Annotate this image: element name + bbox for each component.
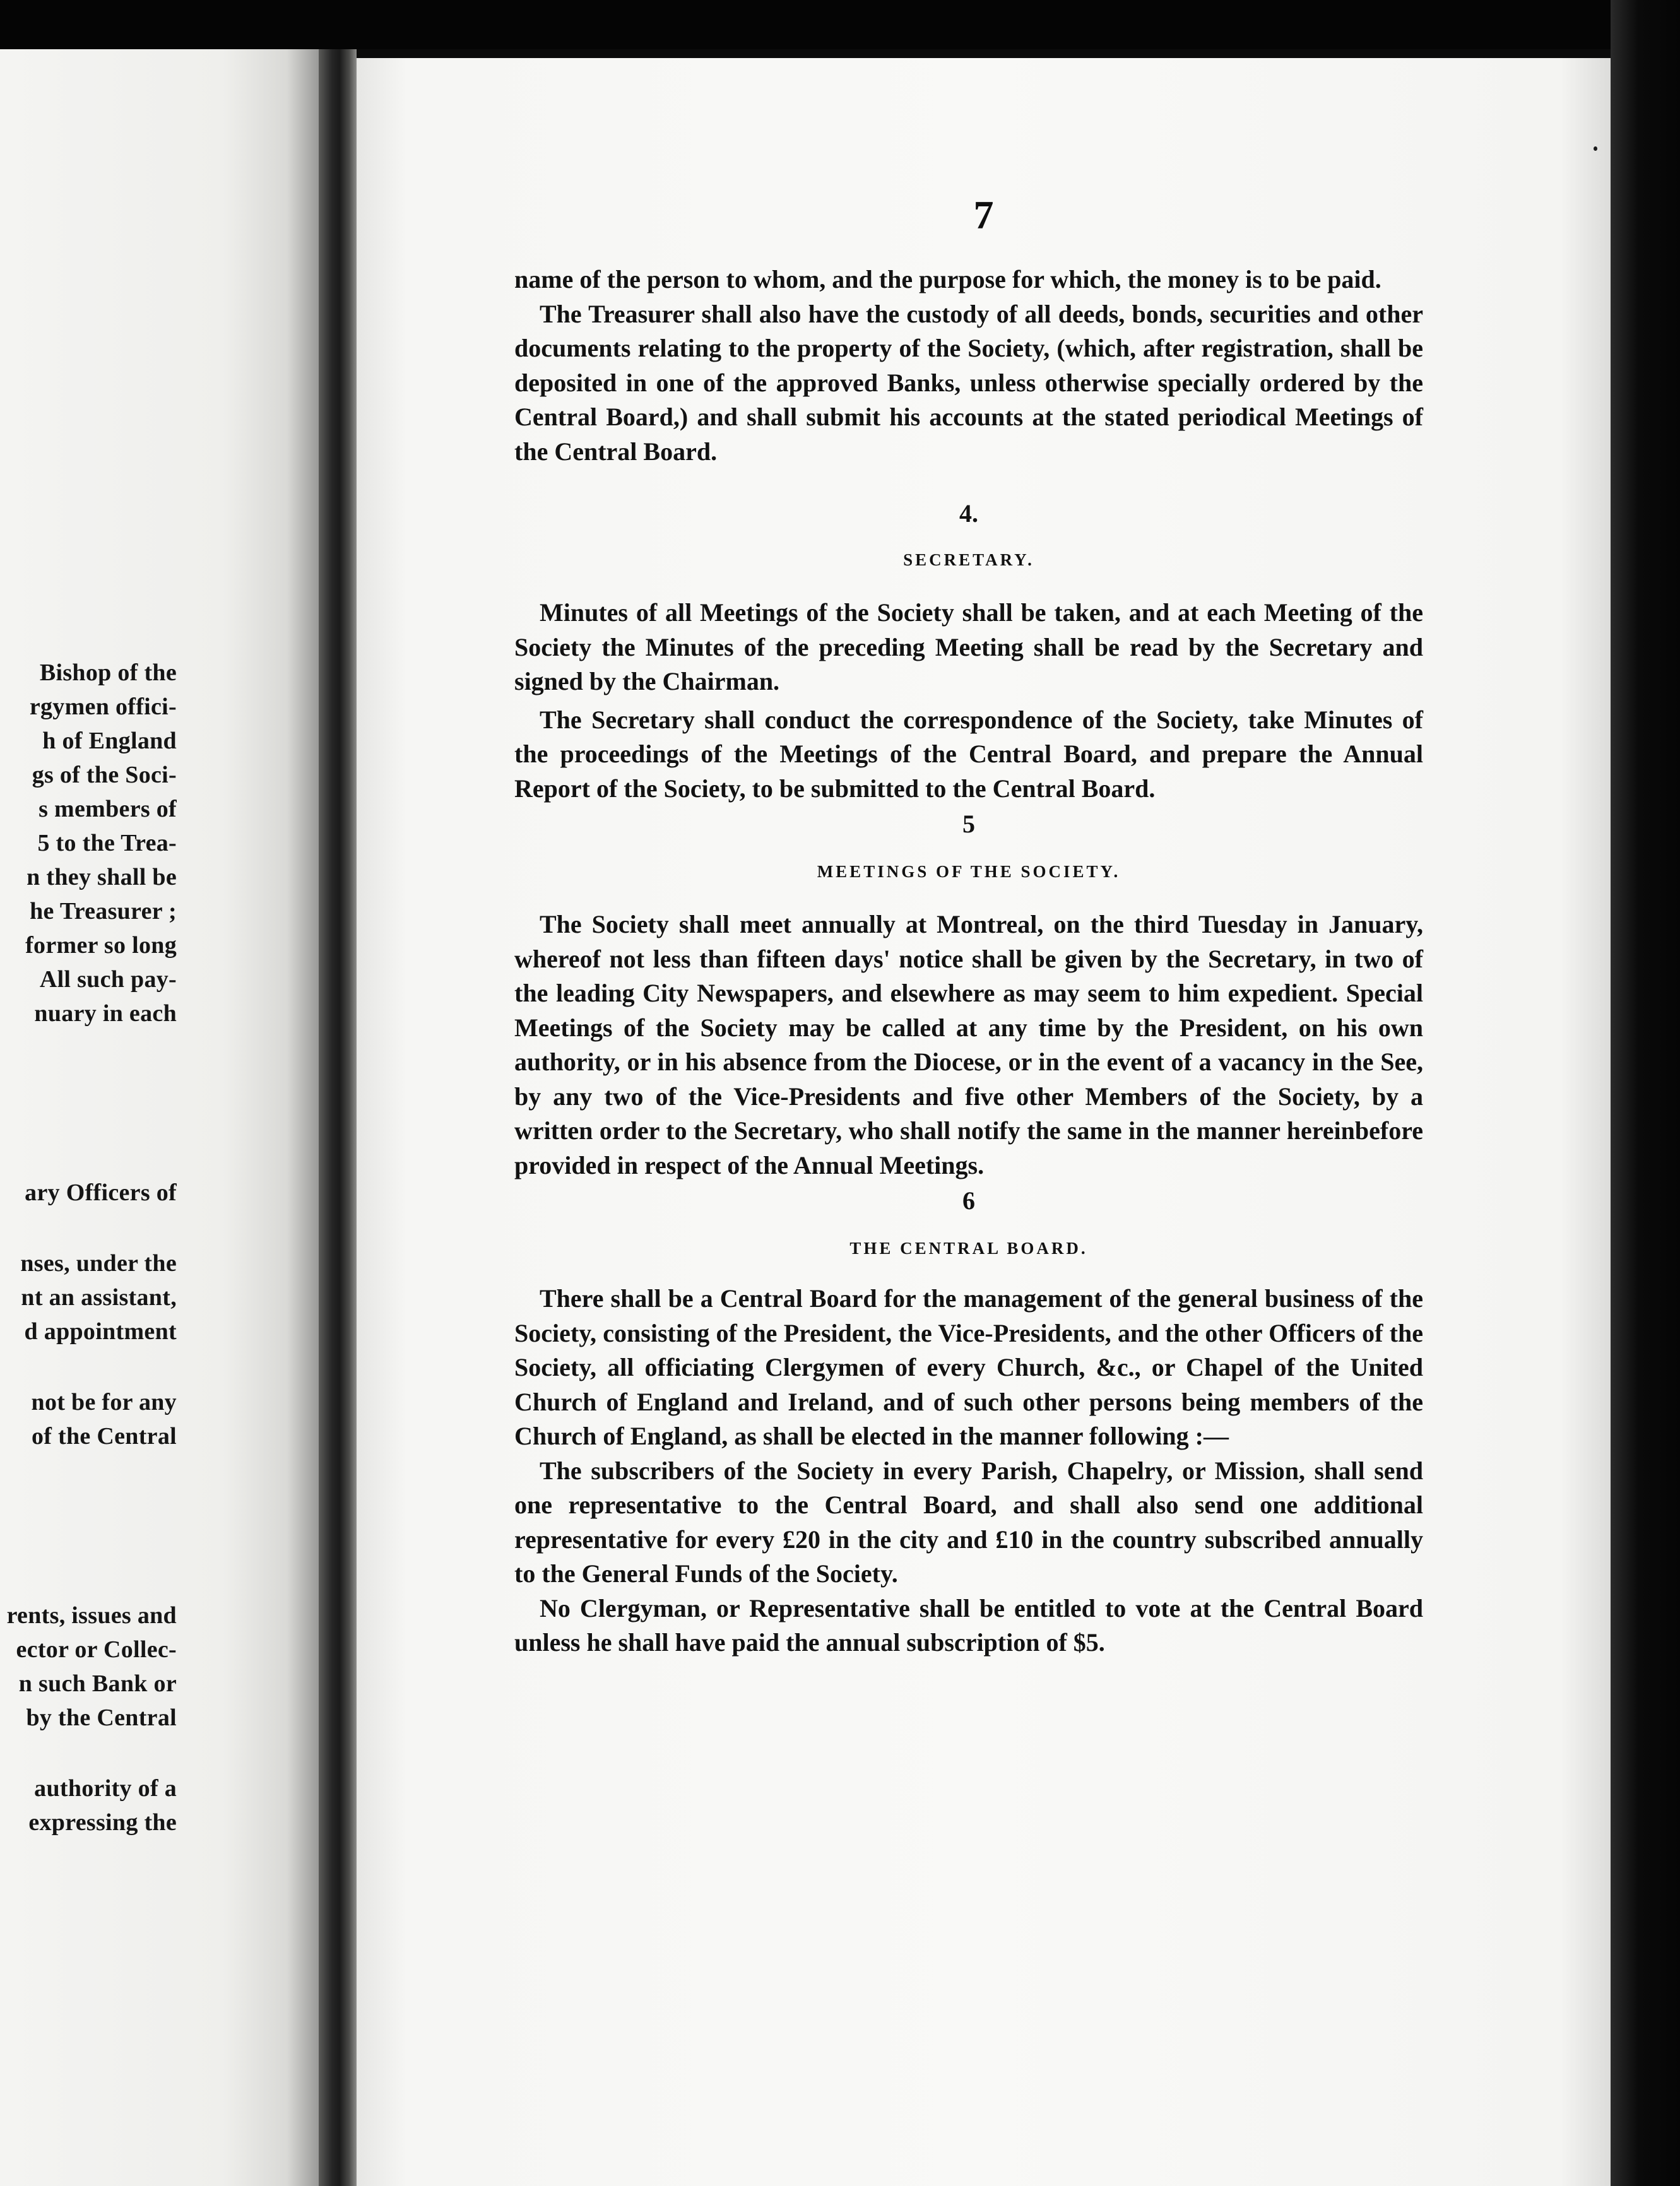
section-heading: SECRETARY. [903, 550, 1034, 569]
left-fragment: by the Central [26, 1704, 177, 1731]
section-paragraph: The subscribers of the Society in every Parish, Chapelry, or Mission, shall send one representative to the Central Board, and shall also send one additional representative for every £20 in the city and £10 in the country subscribed annually to the General Funds of the Society. [514, 1456, 1423, 1588]
continuation-paragraph: name of the person to whom, and the purpose for which, the money is to be paid. [514, 265, 1381, 293]
scan-border-top [0, 0, 1680, 49]
left-fragment: rents, issues and [6, 1602, 177, 1629]
left-fragment: 5 to the Trea- [37, 830, 177, 856]
left-fragment: d appointment [24, 1318, 177, 1345]
left-fragment: nses, under the [20, 1250, 177, 1277]
left-fragment: n such Bank or [18, 1670, 177, 1697]
left-fragment: of the Central [31, 1423, 177, 1450]
section-paragraph: There shall be a Central Board for the management of the general business of the Society, consisting of the President, the Vice-Presidents, and the other Officers of the Society, all officiating Clergymen of every Church, &c., or Chapel of the United Church of England and Ireland, and of such other persons being members of the Church of England, as shall be elected in the manner following :— [514, 1284, 1423, 1450]
left-fragment: ector or Collec- [16, 1636, 177, 1663]
left-fragment: ary Officers of [25, 1179, 177, 1206]
left-fragment: former so long [25, 932, 177, 959]
left-fragment: n they shall be [27, 864, 177, 890]
main-page [357, 58, 1611, 2186]
section-number: 4. [959, 499, 978, 528]
page-body [514, 263, 1423, 1660]
section-number: 6 [962, 1186, 975, 1215]
section-paragraph: No Clergyman, or Representative shall be entitled to vote at the Central Board unless he shall have paid the annual subscription of $5. [514, 1593, 1423, 1657]
left-fragment: All such pay- [39, 966, 177, 993]
left-facing-page [0, 49, 319, 2186]
section-paragraph: Minutes of all Meetings of the Society shall be taken, and at each Meeting of the Society the Minutes of the preceding Meeting shall be read by the Secretary and signed by the Chairman. [514, 598, 1423, 695]
section-heading: THE CENTRAL BOARD. [849, 1238, 1088, 1258]
left-fragment: nuary in each [34, 1000, 177, 1027]
section-paragraph: The Society shall meet annually at Montreal, on the third Tuesday in January, whereof not less than fifteen days' notice shall be given by the Secretary, in two of the leading City Newspapers, and elsewhere as may seem to him expedient. Special Meetings of the Society may be called at any time by the President, on his own authority, or in his absence from the Diocese, or in the event of a vacancy in the See, by any two of the Vice-Presidents and five other Members of the Society, by a written order to the Secretary, who shall notify the same in the manner hereinbefore provided in respect of the Annual Meetings. [514, 910, 1423, 1179]
left-fragment: Bishop of the [39, 659, 177, 686]
left-fragment: s members of [38, 796, 177, 822]
section-heading: MEETINGS OF THE SOCIETY. [817, 861, 1121, 881]
left-fragment: expressing the [28, 1809, 177, 1836]
left-fragment: he Treasurer ; [30, 898, 177, 925]
left-fragment: rgymen offici- [29, 694, 177, 720]
book-gutter [319, 49, 357, 2186]
left-fragment: not be for any [31, 1389, 177, 1415]
page-number: 7 [973, 192, 994, 237]
treasurer-paragraph: The Treasurer shall also have the custody of all deeds, bonds, securities and other documents relating to the property of the Society, (which, after registration, shall be deposited in one of the approved Banks, unless otherwise specially ordered by the Central Board,) and shall submit his accounts at the stated periodical Meetings of the Central Board. [514, 299, 1423, 466]
left-fragment: nt an assistant, [21, 1284, 177, 1311]
left-fragment: h of England [42, 728, 177, 754]
section-paragraph: The Secretary shall conduct the correspondence of the Society, take Minutes of the proceedings of the Meetings of the Central Board, and prepare the Annual Report of the Society, to be submitted to the Central Board. [514, 705, 1423, 803]
paper-speck [1594, 146, 1597, 151]
section-number: 5 [962, 810, 975, 838]
scan-border-right [1611, 0, 1680, 2186]
left-fragment: authority of a [34, 1775, 177, 1802]
left-fragment: gs of the Soci- [32, 762, 177, 788]
